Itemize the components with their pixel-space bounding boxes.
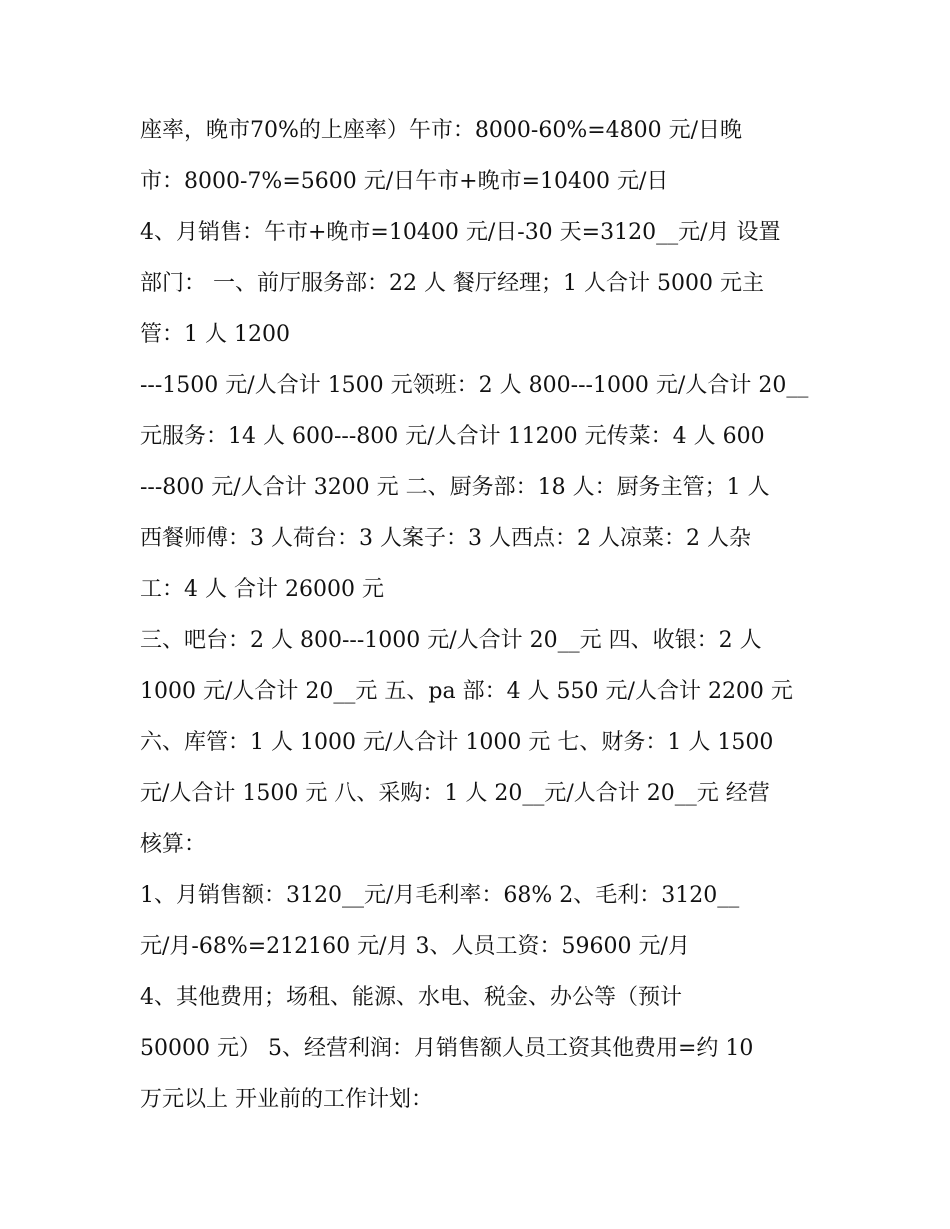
text-line: 1000 元/人合计 20__元 五、pa 部：4 人 550 元/人合计 2200 元 <box>140 679 793 704</box>
text-line: 元/月-68%=212160 元/月 3、人员工资：59600 元/月 <box>140 934 690 959</box>
text-line: 部门： 一、前厅服务部：22 人 餐厅经理；1 人合计 5000 元主 <box>140 271 764 296</box>
text-line: 西餐师傅：3 人荷台：3 人案子：3 人西点：2 人凉菜：2 人杂 <box>140 526 751 551</box>
text-line: 元/人合计 1500 元 八、采购：1 人 20__元/人合计 20__元 经营 <box>140 781 770 806</box>
text-line: 元服务：14 人 600---800 元/人合计 11200 元传菜：4 人 600 <box>140 424 765 449</box>
text-line: 六、库管：1 人 1000 元/人合计 1000 元 七、财务：1 人 1500 <box>140 730 774 755</box>
text-line: 三、吧台：2 人 800---1000 元/人合计 20__元 四、收银：2 人 <box>140 628 762 653</box>
text-line: 核算： <box>140 832 207 857</box>
text-line: ---800 元/人合计 3200 元 二、厨务部：18 人：厨务主管；1 人 <box>140 475 770 500</box>
text-line: 1、月销售额：3120__元/月毛利率：68% 2、毛利：3120__ <box>140 883 740 908</box>
text-line: 4、其他费用；场租、能源、水电、税金、办公等（预计 <box>140 985 682 1010</box>
body-text <box>140 105 820 1125</box>
text-line: 市：8000-7%=5600 元/日午市+晚市=10400 元/日 <box>140 169 669 194</box>
text-line: 工：4 人 合计 26000 元 <box>140 577 384 602</box>
text-line: 万元以上 开业前的工作计划： <box>140 1087 433 1112</box>
text-line: 座率，晚市70%的上座率）午市：8000-60%=4800 元/日晚 <box>140 118 743 143</box>
text-line: ---1500 元/人合计 1500 元领班：2 人 800---1000 元/人合计 20__ <box>140 373 809 398</box>
text-line: 管：1 人 1200 <box>140 322 290 347</box>
text-line: 50000 元） 5、经营利润：月销售额人员工资其他费用=约 10 <box>140 1036 754 1061</box>
text-line: 4、月销售：午市+晚市=10400 元/日-30 天=3120__元/月 设置 <box>140 220 781 245</box>
